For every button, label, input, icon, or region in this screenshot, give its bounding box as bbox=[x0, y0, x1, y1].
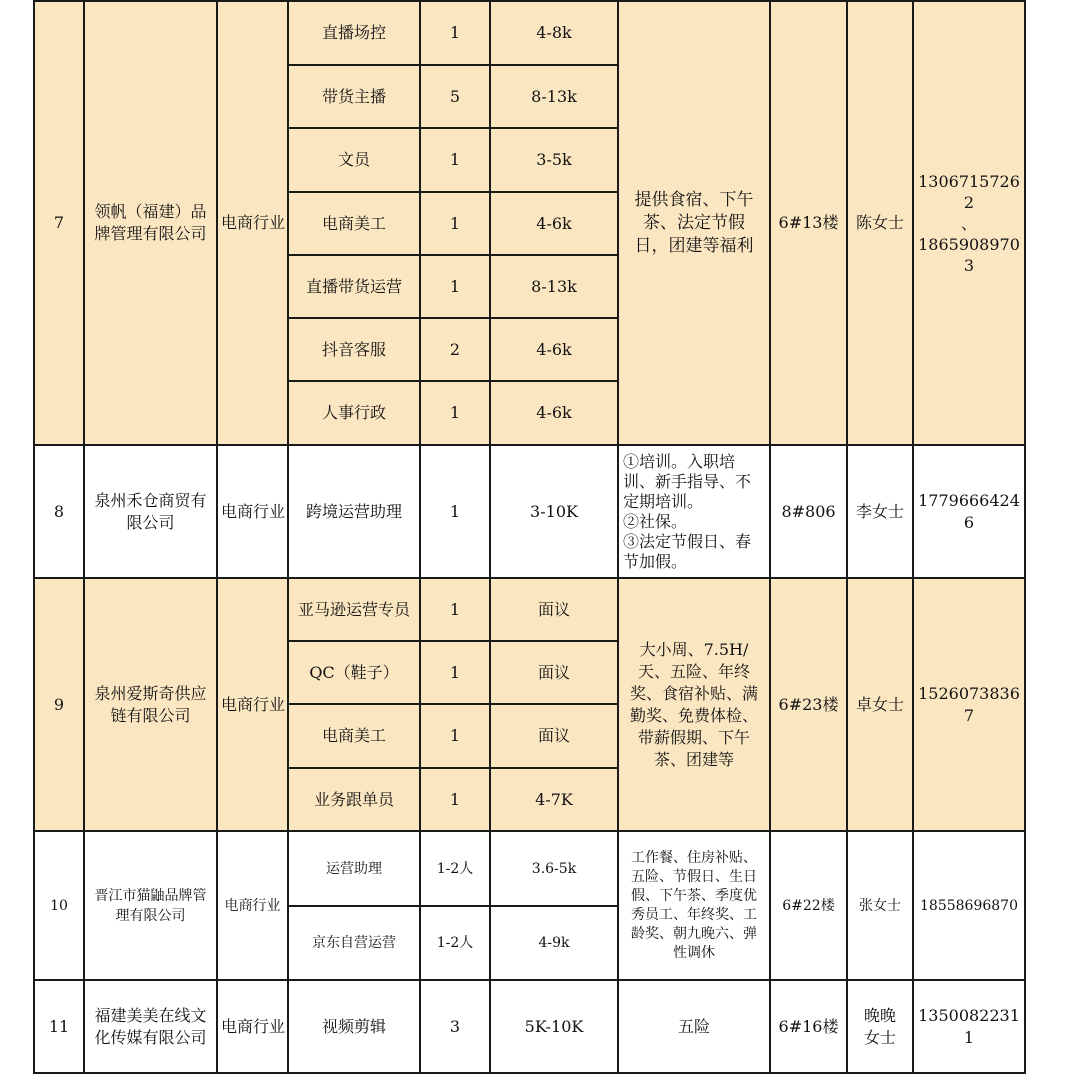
job-listing-table-container bbox=[33, 0, 1024, 1074]
row-number: 9 bbox=[34, 578, 84, 831]
job-title: 运营助理 bbox=[288, 831, 420, 906]
phone-line: 18659089703 bbox=[918, 234, 1020, 275]
contact-person: 陈女士 bbox=[847, 1, 913, 445]
row-number: 8 bbox=[34, 445, 84, 578]
benefits: 提供食宿、下午茶、法定节假日，团建等福利 bbox=[618, 1, 770, 445]
row-number: 10 bbox=[34, 831, 84, 980]
phone: 18558696870 bbox=[913, 831, 1025, 980]
job-salary: 5K-10K bbox=[490, 980, 618, 1073]
company-name: 福建美美在线文化传媒有限公司 bbox=[84, 980, 217, 1073]
job-salary: 面议 bbox=[490, 578, 618, 641]
benefit-line: ②社保。 bbox=[623, 511, 688, 531]
company-name: 领帆（福建）品牌管理有限公司 bbox=[84, 1, 217, 445]
benefits bbox=[618, 445, 770, 578]
job-count: 1 bbox=[420, 445, 490, 578]
company-name: 泉州爱斯奇供应链有限公司 bbox=[84, 578, 217, 831]
location: 6#13楼 bbox=[770, 1, 847, 445]
job-title: 跨境运营助理 bbox=[288, 445, 420, 578]
job-salary: 面议 bbox=[490, 641, 618, 704]
job-salary: 4-7K bbox=[490, 768, 618, 831]
phone: 17796664246 bbox=[913, 445, 1025, 578]
contact-person: 李女士 bbox=[847, 445, 913, 578]
job-count: 1 bbox=[420, 192, 490, 255]
job-salary: 8-13k bbox=[490, 255, 618, 318]
job-count: 1-2人 bbox=[420, 906, 490, 980]
job-title: 人事行政 bbox=[288, 381, 420, 445]
benefits: 五险 bbox=[618, 980, 770, 1073]
job-title: 带货主播 bbox=[288, 65, 420, 128]
location: 8#806 bbox=[770, 445, 847, 578]
job-title: 业务跟单员 bbox=[288, 768, 420, 831]
job-title: 文员 bbox=[288, 128, 420, 192]
phone: 13500822311 bbox=[913, 980, 1025, 1073]
job-salary: 4-8k bbox=[490, 1, 618, 65]
company-name: 晋江市猫鼬品牌管理有限公司 bbox=[84, 831, 217, 980]
table-row bbox=[34, 831, 1025, 906]
table-row bbox=[34, 980, 1025, 1073]
phone bbox=[913, 1, 1025, 445]
industry: 电商行业 bbox=[217, 578, 288, 831]
job-count: 5 bbox=[420, 65, 490, 128]
location: 6#16楼 bbox=[770, 980, 847, 1073]
table-row bbox=[34, 445, 1025, 578]
industry: 电商行业 bbox=[217, 980, 288, 1073]
industry: 电商行业 bbox=[217, 831, 288, 980]
row-number: 11 bbox=[34, 980, 84, 1073]
job-title: 电商美工 bbox=[288, 192, 420, 255]
benefit-line: ①培训。入职培训、新手指导、不定期培训。 bbox=[623, 451, 752, 511]
job-salary: 4-6k bbox=[490, 381, 618, 445]
location: 6#23楼 bbox=[770, 578, 847, 831]
job-count: 3 bbox=[420, 980, 490, 1073]
job-count: 1 bbox=[420, 128, 490, 192]
job-count: 2 bbox=[420, 318, 490, 381]
job-count: 1 bbox=[420, 1, 490, 65]
job-salary: 面议 bbox=[490, 704, 618, 768]
phone-separator: 、 bbox=[960, 213, 977, 233]
job-title: 直播场控 bbox=[288, 1, 420, 65]
job-salary: 8-13k bbox=[490, 65, 618, 128]
industry: 电商行业 bbox=[217, 445, 288, 578]
job-salary: 4-6k bbox=[490, 192, 618, 255]
job-count: 1 bbox=[420, 704, 490, 768]
contact-person: 卓女士 bbox=[847, 578, 913, 831]
phone: 15260738367 bbox=[913, 578, 1025, 831]
table-row bbox=[34, 578, 1025, 641]
job-title: QC（鞋子） bbox=[288, 641, 420, 704]
job-salary: 4-9k bbox=[490, 906, 618, 980]
job-salary: 4-6k bbox=[490, 318, 618, 381]
job-count: 1 bbox=[420, 768, 490, 831]
job-title: 抖音客服 bbox=[288, 318, 420, 381]
job-title: 亚马逊运营专员 bbox=[288, 578, 420, 641]
job-count: 1 bbox=[420, 255, 490, 318]
job-title: 电商美工 bbox=[288, 704, 420, 768]
table-row bbox=[34, 1, 1025, 65]
job-salary: 3.6-5k bbox=[490, 831, 618, 906]
industry: 电商行业 bbox=[217, 1, 288, 445]
benefits: 大小周、7.5H/天、五险、年终奖、食宿补贴、满勤奖、免费体检、带薪假期、下午茶、团建等 bbox=[618, 578, 770, 831]
company-name: 泉州禾仓商贸有限公司 bbox=[84, 445, 217, 578]
job-count: 1-2人 bbox=[420, 831, 490, 906]
contact-person: 晚晚女士 bbox=[847, 980, 913, 1073]
phone-line: 13067157262 bbox=[918, 171, 1020, 212]
job-salary: 3-5k bbox=[490, 128, 618, 192]
benefit-line: ③法定节假日、春节加假。 bbox=[623, 531, 752, 571]
row-number: 7 bbox=[34, 1, 84, 445]
location: 6#22楼 bbox=[770, 831, 847, 980]
job-title: 京东自营运营 bbox=[288, 906, 420, 980]
job-title: 直播带货运营 bbox=[288, 255, 420, 318]
job-count: 1 bbox=[420, 641, 490, 704]
job-title: 视频剪辑 bbox=[288, 980, 420, 1073]
contact-person: 张女士 bbox=[847, 831, 913, 980]
job-count: 1 bbox=[420, 578, 490, 641]
job-listing-table bbox=[33, 0, 1026, 1074]
benefits: 工作餐、住房补贴、五险、节假日、生日假、下午茶、季度优秀员工、年终奖、工龄奖、朝九晚六、弹性调休 bbox=[618, 831, 770, 980]
job-salary: 3-10K bbox=[490, 445, 618, 578]
job-count: 1 bbox=[420, 381, 490, 445]
